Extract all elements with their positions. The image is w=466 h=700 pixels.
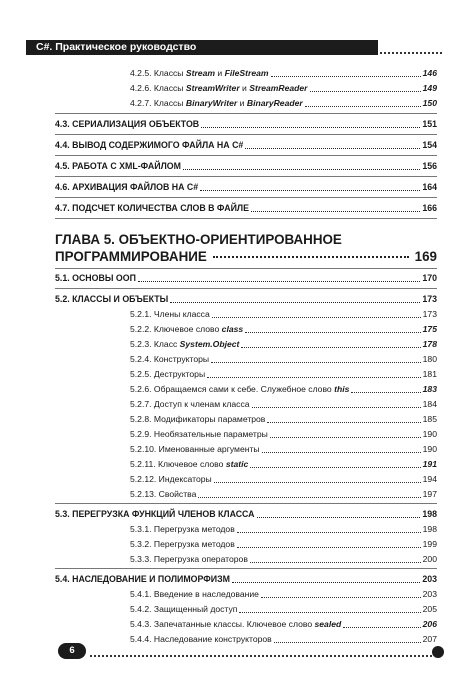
toc-entry-keyword: BinaryReader — [246, 98, 303, 108]
dot-leader — [239, 612, 420, 613]
dot-leader — [237, 547, 421, 548]
toc-entry-label: 5.2.9. Необязательные параметры — [130, 429, 268, 439]
footer-bullet-icon — [432, 646, 444, 658]
toc-entry-page: 183 — [422, 384, 437, 394]
toc-entry[interactable] — [130, 368, 437, 380]
toc-section-entry[interactable] — [55, 118, 437, 130]
toc-section-page: 156 — [422, 161, 437, 171]
footer-dotted-rule — [90, 655, 432, 657]
dot-leader — [310, 91, 421, 92]
dot-leader — [207, 377, 421, 378]
toc-entry[interactable] — [130, 308, 437, 320]
toc-section-page: 203 — [422, 574, 437, 584]
toc-entry-label: 4.2.7. Классы — [130, 98, 186, 108]
toc-section-page: 154 — [422, 140, 437, 150]
toc-entry-label: 5.2.8. Модификаторы параметров — [130, 414, 266, 424]
toc-entry-label: 5.3.2. Перегрузка методов — [130, 539, 235, 549]
toc-entry[interactable] — [130, 603, 437, 615]
toc-entry-label: 5.2.2. Ключевое слово — [130, 324, 222, 334]
toc-entry-label: 5.2.13. Свойства — [130, 489, 197, 499]
toc-entry-label: 5.2.7. Доступ к членам класса — [130, 399, 250, 409]
toc-entry-keyword: this — [334, 384, 350, 394]
dot-leader — [232, 582, 420, 583]
toc-entry[interactable] — [130, 428, 437, 440]
toc-section-label: 5.3. ПЕРЕГРУЗКА ФУНКЦИЙ ЧЛЕНОВ КЛАССА — [55, 509, 255, 519]
toc-entry[interactable] — [130, 523, 437, 535]
toc-entry-page: 203 — [422, 589, 437, 599]
toc-entry-page: 200 — [422, 554, 437, 564]
dot-leader — [252, 407, 421, 408]
toc-entry-label: 5.2.10. Именованные аргументы — [130, 444, 260, 454]
toc-entry-label: 5.4.3. Запечатанные классы. Ключевое слово — [130, 619, 315, 629]
toc-entry-label: 5.2.5. Деструкторы — [130, 369, 206, 379]
toc-entry-label: 5.2.6. Обращаемся сами к себе. Служебное слово — [130, 384, 335, 394]
toc-entry-page: 184 — [422, 399, 437, 409]
dot-leader — [251, 211, 420, 212]
toc-entry-page: 207 — [422, 634, 437, 644]
toc-entry-page: 185 — [422, 414, 437, 424]
chapter-title-line2: ПРОГРАММИРОВАНИЕ — [55, 249, 207, 264]
toc-section-label: 4.6. АРХИВАЦИЯ ФАЙЛОВ НА C# — [55, 182, 199, 192]
toc-section-page: 198 — [422, 509, 437, 519]
toc-entry-page: 205 — [422, 604, 437, 614]
dot-leader — [305, 106, 421, 107]
toc-entry[interactable] — [130, 353, 437, 365]
toc-entry-label: 5.2.11. Ключевое слово — [130, 459, 226, 469]
toc-entry-page: 198 — [422, 524, 437, 534]
toc-entry-keyword: StreamWriter — [185, 83, 240, 93]
dot-leader — [241, 347, 420, 348]
toc-section-entry[interactable] — [55, 573, 437, 585]
dot-leader — [183, 169, 420, 170]
dot-leader — [343, 627, 420, 628]
toc-entry-page: 150 — [422, 98, 437, 108]
dot-leader — [245, 332, 420, 333]
dot-leader — [274, 642, 421, 643]
toc-entry-keyword: sealed — [314, 619, 342, 629]
toc-section-label: 4.7. ПОДСЧЕТ КОЛИЧЕСТВА СЛОВ В ФАЙЛЕ — [55, 203, 249, 213]
section-divider — [55, 503, 437, 504]
toc-entry[interactable] — [130, 633, 437, 645]
toc-section-label: 4.5. РАБОТА С XML-ФАЙЛОМ — [55, 161, 181, 171]
toc-entry-keyword: FileStream — [224, 68, 269, 78]
toc-entry-keyword: class — [221, 324, 244, 334]
toc-entry-label: и — [215, 68, 225, 78]
dot-leader — [271, 76, 421, 77]
toc-entry[interactable] — [130, 443, 437, 455]
dot-leader — [351, 392, 420, 393]
toc-section-entry[interactable] — [55, 293, 437, 305]
toc-entry-keyword: static — [225, 459, 249, 469]
toc-entry[interactable] — [130, 97, 437, 109]
toc-entry[interactable] — [130, 67, 437, 79]
section-divider — [55, 218, 437, 219]
dot-leader — [170, 302, 420, 303]
section-divider — [55, 176, 437, 177]
chapter-title-line1: ГЛАВА 5. ОБЪЕКТНО-ОРИЕНТИРОВАННОЕ — [55, 232, 342, 247]
dot-leader — [250, 562, 421, 563]
toc-section-page: 173 — [422, 294, 437, 304]
dot-leader — [237, 532, 421, 533]
toc-section-page: 166 — [422, 203, 437, 213]
toc-entry[interactable] — [130, 82, 437, 94]
toc-entry[interactable] — [130, 473, 437, 485]
toc-section-page: 170 — [422, 273, 437, 283]
dot-leader — [261, 597, 421, 598]
toc-section-entry[interactable] — [55, 160, 437, 172]
dot-leader — [267, 422, 420, 423]
dot-leader — [262, 452, 421, 453]
toc-entry-label: 5.4.1. Введение в наследование — [130, 589, 259, 599]
chapter-heading[interactable] — [55, 231, 437, 265]
toc-entry[interactable] — [130, 538, 437, 550]
toc-entry-label: и — [237, 98, 247, 108]
toc-entry-page: 173 — [422, 309, 437, 319]
section-divider — [55, 288, 437, 289]
dot-leader — [270, 437, 421, 438]
dot-leader — [214, 482, 421, 483]
toc-entry-keyword: System.Object — [179, 339, 240, 349]
toc-entry[interactable] — [130, 553, 437, 565]
toc-entry-label: 5.2.1. Члены класса — [130, 309, 210, 319]
toc-entry-label: 4.2.5. Классы — [130, 68, 186, 78]
toc-section-page: 164 — [422, 182, 437, 192]
toc-entry-label: 5.4.2. Защищенный доступ — [130, 604, 238, 614]
toc-entry-page: 146 — [422, 68, 437, 78]
toc-entry-page: 206 — [422, 619, 437, 629]
toc-entry-page: 180 — [422, 354, 437, 364]
toc-section-label: 5.4. НАСЛЕДОВАНИЕ И ПОЛИМОРФИЗМ — [55, 574, 230, 584]
toc-entry-page: 175 — [422, 324, 437, 334]
toc-entry[interactable] — [130, 398, 437, 410]
toc-entry-page: 199 — [422, 539, 437, 549]
toc-section-label: 5.2. КЛАССЫ И ОБЪЕКТЫ — [55, 294, 169, 304]
section-divider — [55, 113, 437, 114]
dot-leader — [200, 190, 420, 191]
toc-entry-label: и — [239, 83, 250, 93]
toc-section-entry[interactable] — [55, 181, 437, 193]
running-header — [26, 40, 378, 55]
toc-entry[interactable] — [130, 458, 437, 470]
toc-section-label: 4.3. СЕРИАЛИЗАЦИЯ ОБЪЕКТОВ — [55, 119, 200, 129]
toc-section-entry[interactable] — [55, 508, 437, 520]
header-dotted-rule — [380, 52, 442, 54]
toc-entry[interactable] — [130, 323, 437, 335]
toc-entry-label: 5.3.1. Перегрузка методов — [130, 524, 235, 534]
toc-entry-page: 149 — [422, 83, 437, 93]
toc-section-label: 4.4. ВЫВОД СОДЕРЖИМОГО ФАЙЛА НА C# — [55, 140, 244, 150]
section-divider — [55, 568, 437, 569]
toc-entry-page: 191 — [422, 459, 437, 469]
toc-section-entry[interactable] — [55, 139, 437, 151]
toc-entry-keyword: BinaryWriter — [185, 98, 238, 108]
toc-entry[interactable] — [130, 488, 437, 500]
dot-leader — [245, 148, 420, 149]
toc-entry-label: 5.2.4. Конструкторы — [130, 354, 210, 364]
dot-leader — [138, 281, 420, 282]
toc-entry[interactable] — [130, 383, 437, 395]
section-divider — [55, 155, 437, 156]
page-number-badge — [58, 643, 86, 659]
toc-entry-keyword: StreamReader — [249, 83, 308, 93]
section-divider — [55, 197, 437, 198]
toc-entry-page: 197 — [422, 489, 437, 499]
toc-entry-label: 5.4.4. Наследование конструкторов — [130, 634, 272, 644]
toc-entry-page: 181 — [422, 369, 437, 379]
chapter-page: 169 — [414, 249, 437, 264]
dot-leader — [257, 517, 421, 518]
toc-entry-page: 178 — [422, 339, 437, 349]
dot-leader — [250, 467, 420, 468]
toc-entry-page: 190 — [422, 444, 437, 454]
toc-entry-label: 5.2.3. Класс — [130, 339, 180, 349]
toc-entry-label: 5.3.3. Перегрузка операторов — [130, 554, 248, 564]
toc-entry-page: 194 — [422, 474, 437, 484]
section-divider — [55, 268, 437, 269]
dot-leader — [198, 497, 420, 498]
section-divider — [55, 134, 437, 135]
dot-leader — [211, 362, 421, 363]
dot-leader — [212, 317, 421, 318]
toc-entry-label: 5.2.12. Индексаторы — [130, 474, 212, 484]
running-header-title: C#. Практическое руководство — [36, 41, 197, 53]
dot-leader — [201, 127, 420, 128]
dot-leader — [213, 256, 409, 258]
toc-section-label: 5.1. ОСНОВЫ ООП — [55, 273, 136, 283]
toc-section-entry[interactable] — [55, 272, 437, 284]
toc-entry-label: 4.2.6. Классы — [130, 83, 186, 93]
toc-entry[interactable] — [130, 588, 437, 600]
toc-entry[interactable] — [130, 338, 437, 350]
page-number: 6 — [69, 645, 75, 656]
toc-entry-keyword: Stream — [185, 68, 215, 78]
toc-entry[interactable] — [130, 618, 437, 630]
toc-entry[interactable] — [130, 413, 437, 425]
toc-section-entry[interactable] — [55, 202, 437, 214]
toc-entry-page: 190 — [422, 429, 437, 439]
toc-section-page: 151 — [422, 119, 437, 129]
